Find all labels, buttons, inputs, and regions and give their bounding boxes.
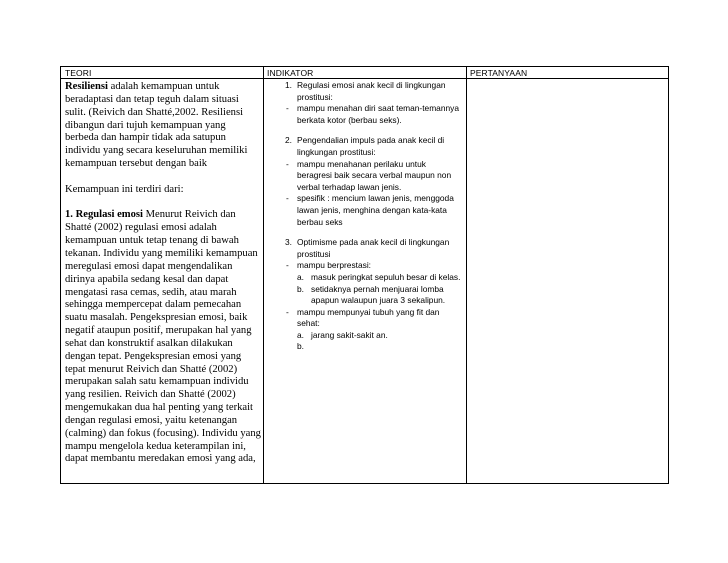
sub-marker: b.	[297, 341, 304, 352]
indikator-item-3	[267, 237, 463, 260]
indikator-item-1	[267, 80, 463, 103]
list-number: 3.	[285, 237, 292, 248]
list-item-text: mampu menahan diri saat teman-temannya berkata kotor (berbau seks).	[297, 103, 459, 125]
list-number: 1.	[285, 80, 292, 90]
pertanyaan-cell	[467, 79, 668, 483]
teori-cell	[65, 81, 261, 466]
header-pertanyaan: PERTANYAAN	[470, 68, 528, 78]
list-item	[267, 260, 463, 272]
indikator-cell	[267, 80, 463, 353]
sub-list-item	[267, 341, 463, 353]
list-item	[267, 193, 463, 228]
sub-marker: b.	[297, 283, 304, 294]
abilities-intro: Kemampuan ini terdiri dari:	[65, 183, 184, 195]
header-indikator: INDIKATOR	[267, 68, 314, 78]
resiliensi-term: Resiliensi	[65, 81, 108, 92]
list-item	[267, 307, 463, 330]
indikator-item-text: Pengendalian impuls pada anak kecil di lingkungan prostitusi:	[297, 135, 445, 157]
indikator-item-text: Regulasi emosi anak kecil di lingkungan prostitusi:	[297, 80, 446, 102]
sub-list-item	[267, 272, 463, 284]
regulasi-emosi-term: 1. Regulasi emosi	[65, 209, 143, 221]
indikator-item-2	[267, 135, 463, 158]
sub-list-item	[267, 284, 463, 307]
dash-marker: -	[286, 260, 289, 271]
dash-marker: -	[286, 158, 289, 169]
regulasi-emosi-paragraph	[65, 209, 261, 466]
column-divider-1	[263, 67, 264, 483]
resiliensi-definition	[65, 81, 261, 171]
list-item	[267, 103, 463, 126]
theory-table	[60, 66, 669, 484]
list-item-text: mampu menahanan perilaku untuk beragresi baik secara verbal maupun non verbal terhadap lawan jenis.	[297, 158, 452, 192]
sub-marker: a.	[297, 329, 304, 340]
dash-marker: -	[286, 193, 289, 204]
sub-list-item-text: setidaknya pernah menjuarai lomba apapun walaupun juara 3 sekalipun.	[311, 283, 446, 306]
sub-list-item	[267, 330, 463, 342]
sub-list-item-text	[311, 341, 313, 351]
resiliensi-text: adalah kemampuan untuk beradaptasi dan tetap teguh dalam situasi sulit. (Reivich dan Shatté,2002. Resiliensi dibangun dari tujuh kemampuan yang berbeda dan hampir tidak ada satupun individu yang secara keseluruhan memiliki kemampuan tersebut dengan baik	[65, 81, 248, 170]
sub-list-item-text: jarang sakit-sakit an.	[311, 329, 388, 340]
regulasi-emosi-text: Menurut Reivich dan Shatté (2002) regulasi emosi adalah kemampuan untuk tetap tenang di bawah tekanan. Individu yang memiliki kemampuan meregulasi emosi dapat mengendalikan dirinya apabila sedang kesal dan dapat mengatasi rasa cemas, sedih, atau marah sehingga mempercepat dalam pemecahan suatu masalah. Pengekspresian emosi, baik negatif ataupun positif, merupakan hal yang sehat dan konstruktif asalkan dilakukan dengan tepat. Pengekspresian emosi yang tepat menurut Reivich dan Shatté (2002) merupakan salah satu kemampuan individu yang resilien. Reivich dan Shatté (2002) mengemukakan dua hal penting yang terkait dengan regulasi emosi, yaitu ketenangan (calming) dan fokus (focusing). Individu yang mampu mengelola kedua keterampilan ini, dapat membantu meredakan emosi yang ada,	[65, 209, 261, 465]
dash-marker: -	[286, 306, 289, 317]
list-number: 2.	[285, 135, 292, 146]
header-teori: TEORI	[65, 68, 92, 78]
sub-list-item-text: masuk peringkat sepuluh besar di kelas.	[311, 271, 461, 282]
list-item-text: mampu berprestasi:	[297, 260, 372, 271]
indikator-item-text: Optimisme pada anak kecil di lingkungan prostitusi	[297, 237, 450, 259]
dash-marker: -	[286, 103, 289, 114]
sub-marker: a.	[297, 271, 304, 282]
list-item-text: spesifik : mencium lawan jenis, menggoda lawan jenis, menghina dengan kata-kata berbau seks	[297, 193, 454, 227]
list-item-text: mampu mempunyai tubuh yang fit dan sehat:	[297, 306, 440, 329]
list-item	[267, 159, 463, 194]
